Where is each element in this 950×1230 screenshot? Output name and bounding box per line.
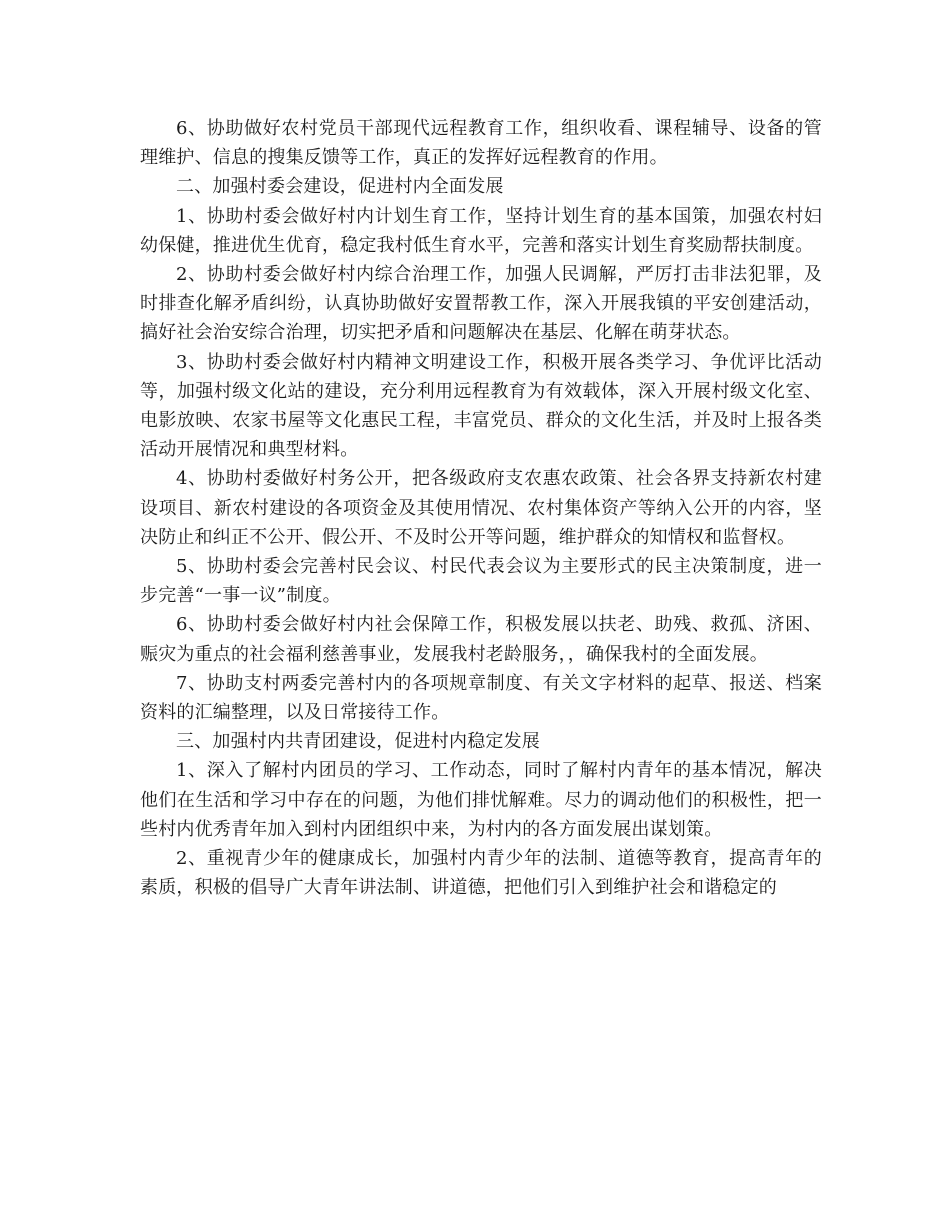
paragraph-item-5-democracy: 5、协助村委会完善村民会议、村民代表会议为主要形式的民主决策制度，进一步完善“一事一议”制度。 xyxy=(140,556,822,607)
section-heading-2: 二、加强村委会建设，促进村内全面发展 xyxy=(176,176,504,198)
section-heading-3: 三、加强村内共青团建设，促进村内稳定发展 xyxy=(176,731,540,753)
paragraph-item-6-remote-education: 6、协助做好农村党员干部现代远程教育工作，组织收看、课程辅导、设备的管理维护、信息的搜集反馈等工作，真正的发挥好远程教育的作用。 xyxy=(140,118,822,169)
paragraph-item-3-civilization: 3、协助村委会做好村内精神文明建设工作，积极开展各类学习、争优评比活动等，加强村级文化站的建设，充分利用远程教育为有效载体，深入开展村级文化室、电影放映、农家书屋等文化惠民工程，丰富党员、群众的文化生活，并及时上报各类活动开展情况和典型材料。 xyxy=(140,351,822,461)
paragraph-item-4-village-affairs: 4、协助村委做好村务公开，把各级政府支农惠农政策、社会各界支持新农村建设项目、新农村建设的各项资金及其使用情况、农村集体资产等纳入公开的内容，坚决防止和纠正不公开、假公开、不及时公开等问题，维护群众的知情权和监督权。 xyxy=(140,468,822,548)
paragraph-item-1-family-planning: 1、协助村委会做好村内计划生育工作，坚持计划生育的基本国策，加强农村妇幼保健，推进优生优育，稳定我村低生育水平，完善和落实计划生育奖励帮扶制度。 xyxy=(140,205,822,256)
paragraph-item-6-social-security: 6、协助村委会做好村内社会保障工作，积极发展以扶老、助残、救孤、济困、赈灾为重点的社会福利慈善事业，发展我村老龄服务，，确保我村的全面发展。 xyxy=(140,614,822,665)
document-page xyxy=(140,114,822,902)
paragraph-item-7-regulations: 7、协助支村两委完善村内的各项规章制度、有关文字材料的起草、报送、档案资料的汇编整理，以及日常接待工作。 xyxy=(140,672,822,724)
paragraph-item-1-members: 1、深入了解村内团员的学习、工作动态，同时了解村内青年的基本情况，解决他们在生活和学习中存在的问题，为他们排忧解难。尽力的调动他们的积极性，把一些村内优秀青年加入到村内团组织中来，为村内的各方面发展出谋划策。 xyxy=(140,760,822,840)
paragraph-item-2-youth: 2、重视青少年的健康成长，加强村内青少年的法制、道德等教育，提高青年的素质，积极的倡导广大青年讲法制、讲道德，把他们引入到维护社会和谐稳定的 xyxy=(140,848,822,899)
paragraph-item-2-governance: 2、协助村委会做好村内综合治理工作，加强人民调解，严厉打击非法犯罪，及时排查化解矛盾纠纷，认真协助做好安置帮教工作，深入开展我镇的平安创建活动，搞好社会治安综合治理，切实把矛盾和问题解决在基层、化解在萌芽状态。 xyxy=(140,264,822,344)
